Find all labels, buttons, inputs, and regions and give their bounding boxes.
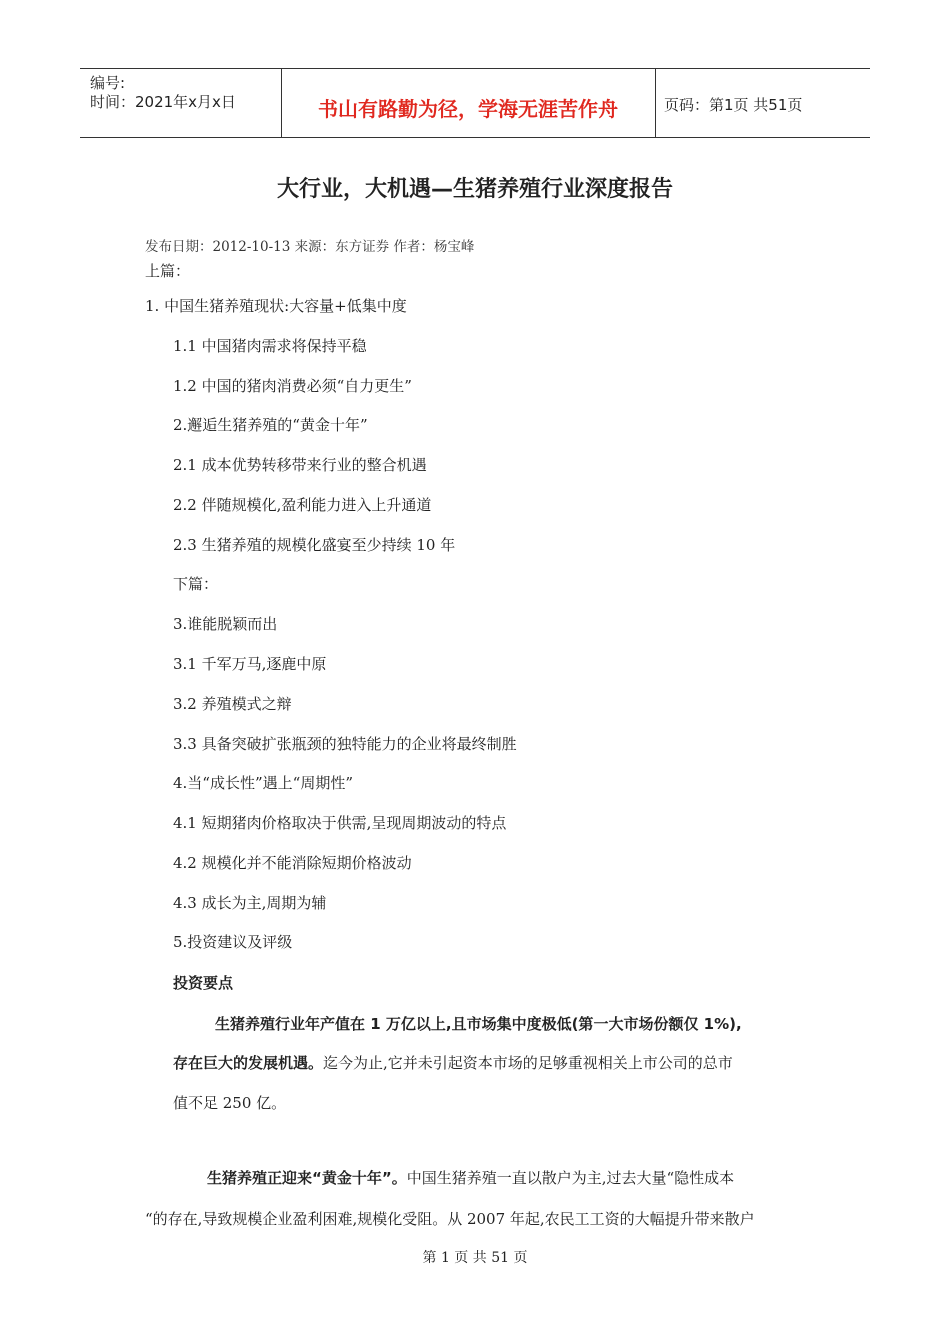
- toc-item: 4.1 短期猪肉价格取决于供需,呈现周期波动的特点: [173, 814, 507, 832]
- toc-item: 1.2 中国的猪肉消费必须“自力更生”: [173, 377, 412, 395]
- page-code: 页码：第1页 共51页: [664, 96, 803, 114]
- toc-item: 5.投资建议及评级: [173, 933, 293, 951]
- time-label: 时间：2021年x月x日: [90, 93, 236, 111]
- toc-item: 1. 中国生猪养殖现状:大容量+低集中度: [145, 297, 407, 315]
- toc-item: 2.邂逅生猪养殖的“黄金十年”: [173, 416, 368, 434]
- toc-item: 4.2 规模化并不能消除短期价格波动: [173, 854, 412, 872]
- toc-item: 2.3 生猪养殖的规模化盛宴至少持续 10 年: [173, 536, 456, 554]
- header-table: [80, 68, 870, 138]
- paragraph-1-line-2: [173, 1052, 733, 1073]
- paragraph-1-bold-lead: 存在巨大的发展机遇。: [173, 1054, 324, 1072]
- toc-item: 3.3 具备突破扩张瓶颈的独特能力的企业将最终制胜: [173, 735, 517, 753]
- toc-item: 4.当“成长性”遇上“周期性”: [173, 774, 353, 792]
- document-title: 大行业，大机遇—生猪养殖行业深度报告: [276, 177, 673, 202]
- paragraph-2-bold-lead: 生猪养殖正迎来“黄金十年”。: [207, 1169, 407, 1187]
- upper-part-label: 上篇：: [145, 262, 191, 280]
- toc-item: 3.1 千军万马,逐鹿中原: [173, 655, 327, 673]
- header-info-cell: [80, 69, 282, 137]
- toc-item: 3.谁能脱颖而出: [173, 615, 278, 633]
- publish-meta: 发布日期：2012-10-13 来源：东方证券 作者：杨宝峰: [145, 239, 475, 255]
- header-motto-cell: [281, 69, 656, 137]
- paragraph-2-line-1: [207, 1167, 734, 1188]
- paragraph-1-rest: 迄今为止,它并未引起资本市场的足够重视相关上市公司的总市: [323, 1054, 733, 1072]
- page-footer: 第 1 页 共 51 页: [422, 1250, 528, 1266]
- number-label: 编号:: [90, 74, 126, 92]
- paragraph-1-line-3: 值不足 250 亿。: [173, 1094, 287, 1112]
- toc-item: 4.3 成长为主,周期为辅: [173, 894, 327, 912]
- lower-part-label: 下篇：: [173, 575, 219, 593]
- toc-item: 3.2 养殖模式之辩: [173, 695, 292, 713]
- header-page-cell: [656, 69, 870, 137]
- motto: 书山有路勤为径，学海无涯苦作舟: [318, 97, 618, 121]
- toc-item: 2.1 成本优势转移带来行业的整合机遇: [173, 456, 427, 474]
- toc-item: 2.2 伴随规模化,盈利能力进入上升通道: [173, 496, 432, 514]
- paragraph-1-line-1: 生猪养殖行业年产值在 1 万亿以上,且市场集中度极低(第一大市场份额仅 1%),: [215, 1015, 742, 1033]
- paragraph-2-line-2: “的存在,导致规模企业盈利困难,规模化受阻。从 2007 年起,农民工工资的大幅提升带来散户: [145, 1210, 755, 1228]
- invest-heading: 投资要点: [173, 974, 234, 992]
- toc-item: 1.1 中国猪肉需求将保持平稳: [173, 337, 367, 355]
- paragraph-2-rest: 中国生猪养殖一直以散户为主,过去大量“隐性成本: [406, 1169, 735, 1187]
